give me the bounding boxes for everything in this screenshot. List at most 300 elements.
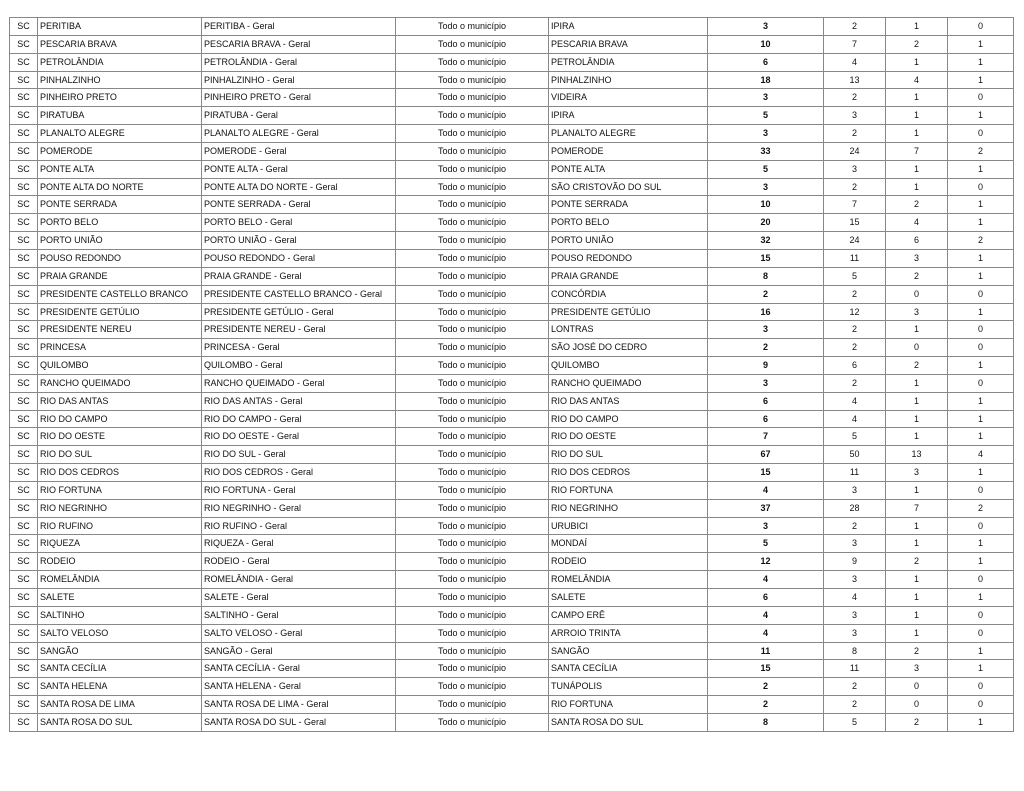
total-cell: 2 bbox=[708, 285, 824, 303]
value-b-cell: 3 bbox=[886, 249, 948, 267]
value-c-cell: 2 bbox=[948, 142, 1014, 160]
municipality-cell: PERITIBA bbox=[38, 18, 202, 36]
area-cell: SALTINHO - Geral bbox=[202, 606, 396, 624]
total-cell: 15 bbox=[708, 464, 824, 482]
value-b-cell: 2 bbox=[886, 642, 948, 660]
table-row bbox=[10, 392, 1014, 410]
value-c-cell: 2 bbox=[948, 499, 1014, 517]
state-cell: SC bbox=[10, 249, 38, 267]
municipality-cell: POMERODE bbox=[38, 142, 202, 160]
municipality-cell: PRESIDENTE CASTELLO BRANCO bbox=[38, 285, 202, 303]
value-c-cell: 0 bbox=[948, 18, 1014, 36]
coverage-cell: Todo o município bbox=[396, 178, 549, 196]
value-c-cell: 1 bbox=[948, 160, 1014, 178]
total-cell: 18 bbox=[708, 71, 824, 89]
state-cell: SC bbox=[10, 499, 38, 517]
area-cell: RIO DO SUL - Geral bbox=[202, 446, 396, 464]
value-c-cell: 0 bbox=[948, 321, 1014, 339]
table-body bbox=[10, 18, 1014, 732]
seat-cell: IPIRA bbox=[549, 18, 708, 36]
total-cell: 12 bbox=[708, 553, 824, 571]
total-cell: 15 bbox=[708, 249, 824, 267]
state-cell: SC bbox=[10, 321, 38, 339]
coverage-cell: Todo o município bbox=[396, 160, 549, 178]
total-cell: 8 bbox=[708, 713, 824, 731]
value-c-cell: 1 bbox=[948, 35, 1014, 53]
table-row bbox=[10, 339, 1014, 357]
seat-cell: PORTO UNIÃO bbox=[549, 232, 708, 250]
area-cell: PINHALZINHO - Geral bbox=[202, 71, 396, 89]
coverage-cell: Todo o município bbox=[396, 624, 549, 642]
state-cell: SC bbox=[10, 53, 38, 71]
value-a-cell: 6 bbox=[824, 357, 886, 375]
coverage-cell: Todo o município bbox=[396, 89, 549, 107]
table-row bbox=[10, 696, 1014, 714]
state-cell: SC bbox=[10, 624, 38, 642]
value-a-cell: 2 bbox=[824, 178, 886, 196]
value-b-cell: 1 bbox=[886, 606, 948, 624]
area-cell: QUILOMBO - Geral bbox=[202, 357, 396, 375]
coverage-cell: Todo o município bbox=[396, 660, 549, 678]
coverage-cell: Todo o município bbox=[396, 428, 549, 446]
value-c-cell: 1 bbox=[948, 249, 1014, 267]
total-cell: 6 bbox=[708, 589, 824, 607]
seat-cell: TUNÁPOLIS bbox=[549, 678, 708, 696]
table-row bbox=[10, 142, 1014, 160]
seat-cell: PESCARIA BRAVA bbox=[549, 35, 708, 53]
seat-cell: IPIRA bbox=[549, 107, 708, 125]
value-b-cell: 3 bbox=[886, 464, 948, 482]
municipality-cell: RIO FORTUNA bbox=[38, 481, 202, 499]
coverage-cell: Todo o município bbox=[396, 517, 549, 535]
total-cell: 20 bbox=[708, 214, 824, 232]
value-b-cell: 2 bbox=[886, 713, 948, 731]
total-cell: 3 bbox=[708, 18, 824, 36]
value-a-cell: 2 bbox=[824, 89, 886, 107]
municipality-cell: RODEIO bbox=[38, 553, 202, 571]
seat-cell: RIO DOS CEDROS bbox=[549, 464, 708, 482]
total-cell: 3 bbox=[708, 125, 824, 143]
value-c-cell: 1 bbox=[948, 392, 1014, 410]
coverage-cell: Todo o município bbox=[396, 125, 549, 143]
table-row bbox=[10, 660, 1014, 678]
total-cell: 6 bbox=[708, 392, 824, 410]
municipality-cell: PIRATUBA bbox=[38, 107, 202, 125]
value-a-cell: 4 bbox=[824, 53, 886, 71]
value-a-cell: 3 bbox=[824, 624, 886, 642]
municipality-cell: SANTA ROSA DO SUL bbox=[38, 713, 202, 731]
seat-cell: RIO NEGRINHO bbox=[549, 499, 708, 517]
value-c-cell: 0 bbox=[948, 517, 1014, 535]
table-row bbox=[10, 606, 1014, 624]
municipality-cell: ROMELÂNDIA bbox=[38, 571, 202, 589]
table-row bbox=[10, 125, 1014, 143]
area-cell: PINHEIRO PRETO - Geral bbox=[202, 89, 396, 107]
coverage-cell: Todo o município bbox=[396, 35, 549, 53]
table-row bbox=[10, 357, 1014, 375]
value-c-cell: 1 bbox=[948, 196, 1014, 214]
coverage-cell: Todo o município bbox=[396, 339, 549, 357]
seat-cell: SÃO JOSÉ DO CEDRO bbox=[549, 339, 708, 357]
seat-cell: PETROLÂNDIA bbox=[549, 53, 708, 71]
table-row bbox=[10, 410, 1014, 428]
value-a-cell: 3 bbox=[824, 535, 886, 553]
value-b-cell: 1 bbox=[886, 481, 948, 499]
value-b-cell: 0 bbox=[886, 678, 948, 696]
value-b-cell: 2 bbox=[886, 35, 948, 53]
coverage-cell: Todo o município bbox=[396, 410, 549, 428]
value-a-cell: 12 bbox=[824, 303, 886, 321]
table-row bbox=[10, 107, 1014, 125]
state-cell: SC bbox=[10, 267, 38, 285]
total-cell: 5 bbox=[708, 160, 824, 178]
value-c-cell: 1 bbox=[948, 53, 1014, 71]
value-c-cell: 0 bbox=[948, 89, 1014, 107]
seat-cell: SANTA ROSA DO SUL bbox=[549, 713, 708, 731]
seat-cell: PINHALZINHO bbox=[549, 71, 708, 89]
municipality-cell: PRESIDENTE GETÚLIO bbox=[38, 303, 202, 321]
table-row bbox=[10, 160, 1014, 178]
value-a-cell: 2 bbox=[824, 125, 886, 143]
seat-cell: PRESIDENTE GETÚLIO bbox=[549, 303, 708, 321]
value-c-cell: 0 bbox=[948, 624, 1014, 642]
value-c-cell: 1 bbox=[948, 660, 1014, 678]
value-b-cell: 1 bbox=[886, 392, 948, 410]
municipality-cell: PONTE ALTA bbox=[38, 160, 202, 178]
municipality-cell: SANTA HELENA bbox=[38, 678, 202, 696]
total-cell: 3 bbox=[708, 517, 824, 535]
table-row bbox=[10, 53, 1014, 71]
area-cell: POUSO REDONDO - Geral bbox=[202, 249, 396, 267]
table-row bbox=[10, 196, 1014, 214]
coverage-cell: Todo o município bbox=[396, 53, 549, 71]
area-cell: RIQUEZA - Geral bbox=[202, 535, 396, 553]
state-cell: SC bbox=[10, 285, 38, 303]
municipality-cell: RIO DO OESTE bbox=[38, 428, 202, 446]
value-a-cell: 2 bbox=[824, 18, 886, 36]
seat-cell: MONDAÍ bbox=[549, 535, 708, 553]
coverage-cell: Todo o município bbox=[396, 107, 549, 125]
value-a-cell: 3 bbox=[824, 481, 886, 499]
value-c-cell: 0 bbox=[948, 178, 1014, 196]
coverage-cell: Todo o município bbox=[396, 553, 549, 571]
state-cell: SC bbox=[10, 178, 38, 196]
total-cell: 16 bbox=[708, 303, 824, 321]
value-b-cell: 2 bbox=[886, 267, 948, 285]
area-cell: PRESIDENTE CASTELLO BRANCO - Geral bbox=[202, 285, 396, 303]
state-cell: SC bbox=[10, 446, 38, 464]
table-row bbox=[10, 71, 1014, 89]
state-cell: SC bbox=[10, 125, 38, 143]
table-row bbox=[10, 249, 1014, 267]
municipality-cell: PLANALTO ALEGRE bbox=[38, 125, 202, 143]
table-row bbox=[10, 624, 1014, 642]
seat-cell: PONTE SERRADA bbox=[549, 196, 708, 214]
area-cell: PERITIBA - Geral bbox=[202, 18, 396, 36]
state-cell: SC bbox=[10, 232, 38, 250]
municipality-cell: RIO RUFINO bbox=[38, 517, 202, 535]
state-cell: SC bbox=[10, 374, 38, 392]
municipality-cell: PORTO UNIÃO bbox=[38, 232, 202, 250]
value-c-cell: 0 bbox=[948, 571, 1014, 589]
value-c-cell: 1 bbox=[948, 71, 1014, 89]
total-cell: 4 bbox=[708, 481, 824, 499]
value-a-cell: 11 bbox=[824, 249, 886, 267]
state-cell: SC bbox=[10, 392, 38, 410]
table-row bbox=[10, 89, 1014, 107]
municipality-cell: PESCARIA BRAVA bbox=[38, 35, 202, 53]
value-c-cell: 1 bbox=[948, 303, 1014, 321]
state-cell: SC bbox=[10, 428, 38, 446]
table-row bbox=[10, 232, 1014, 250]
area-cell: PONTE ALTA DO NORTE - Geral bbox=[202, 178, 396, 196]
area-cell: SANGÃO - Geral bbox=[202, 642, 396, 660]
total-cell: 32 bbox=[708, 232, 824, 250]
table-row bbox=[10, 678, 1014, 696]
total-cell: 4 bbox=[708, 624, 824, 642]
value-b-cell: 1 bbox=[886, 89, 948, 107]
area-cell: SANTA ROSA DO SUL - Geral bbox=[202, 713, 396, 731]
municipality-cell: SALETE bbox=[38, 589, 202, 607]
state-cell: SC bbox=[10, 71, 38, 89]
municipality-cell: RIO DO SUL bbox=[38, 446, 202, 464]
state-cell: SC bbox=[10, 464, 38, 482]
value-a-cell: 50 bbox=[824, 446, 886, 464]
value-a-cell: 28 bbox=[824, 499, 886, 517]
value-a-cell: 2 bbox=[824, 321, 886, 339]
coverage-cell: Todo o município bbox=[396, 589, 549, 607]
table-row bbox=[10, 713, 1014, 731]
municipality-cell: PINHEIRO PRETO bbox=[38, 89, 202, 107]
area-cell: SANTA HELENA - Geral bbox=[202, 678, 396, 696]
value-b-cell: 1 bbox=[886, 107, 948, 125]
value-a-cell: 11 bbox=[824, 660, 886, 678]
value-c-cell: 1 bbox=[948, 428, 1014, 446]
table-row bbox=[10, 464, 1014, 482]
state-cell: SC bbox=[10, 214, 38, 232]
municipality-cell: POUSO REDONDO bbox=[38, 249, 202, 267]
total-cell: 3 bbox=[708, 178, 824, 196]
state-cell: SC bbox=[10, 357, 38, 375]
municipality-cell: RIO DAS ANTAS bbox=[38, 392, 202, 410]
area-cell: RIO DO CAMPO - Geral bbox=[202, 410, 396, 428]
value-b-cell: 1 bbox=[886, 178, 948, 196]
value-c-cell: 1 bbox=[948, 267, 1014, 285]
municipality-cell: RIO DO CAMPO bbox=[38, 410, 202, 428]
table-row bbox=[10, 642, 1014, 660]
value-a-cell: 3 bbox=[824, 160, 886, 178]
value-a-cell: 13 bbox=[824, 71, 886, 89]
coverage-cell: Todo o município bbox=[396, 196, 549, 214]
area-cell: RIO DAS ANTAS - Geral bbox=[202, 392, 396, 410]
seat-cell: SANTA CECÍLIA bbox=[549, 660, 708, 678]
value-b-cell: 1 bbox=[886, 517, 948, 535]
seat-cell: URUBICI bbox=[549, 517, 708, 535]
state-cell: SC bbox=[10, 481, 38, 499]
state-cell: SC bbox=[10, 517, 38, 535]
table-row bbox=[10, 589, 1014, 607]
area-cell: SANTA ROSA DE LIMA - Geral bbox=[202, 696, 396, 714]
value-a-cell: 15 bbox=[824, 214, 886, 232]
municipality-cell: SANTA ROSA DE LIMA bbox=[38, 696, 202, 714]
total-cell: 5 bbox=[708, 535, 824, 553]
table-row bbox=[10, 214, 1014, 232]
seat-cell: CAMPO ERÊ bbox=[549, 606, 708, 624]
seat-cell: PRAIA GRANDE bbox=[549, 267, 708, 285]
municipality-cell: PONTE ALTA DO NORTE bbox=[38, 178, 202, 196]
value-b-cell: 4 bbox=[886, 71, 948, 89]
coverage-cell: Todo o município bbox=[396, 357, 549, 375]
total-cell: 15 bbox=[708, 660, 824, 678]
value-c-cell: 0 bbox=[948, 678, 1014, 696]
total-cell: 9 bbox=[708, 357, 824, 375]
seat-cell: ROMELÂNDIA bbox=[549, 571, 708, 589]
municipality-cell: SALTO VELOSO bbox=[38, 624, 202, 642]
seat-cell: CONCÓRDIA bbox=[549, 285, 708, 303]
seat-cell: RANCHO QUEIMADO bbox=[549, 374, 708, 392]
area-cell: POMERODE - Geral bbox=[202, 142, 396, 160]
coverage-cell: Todo o município bbox=[396, 606, 549, 624]
value-a-cell: 7 bbox=[824, 35, 886, 53]
total-cell: 7 bbox=[708, 428, 824, 446]
coverage-cell: Todo o município bbox=[396, 71, 549, 89]
coverage-cell: Todo o município bbox=[396, 392, 549, 410]
seat-cell: RIO DO OESTE bbox=[549, 428, 708, 446]
table-row bbox=[10, 303, 1014, 321]
value-a-cell: 8 bbox=[824, 642, 886, 660]
area-cell: PIRATUBA - Geral bbox=[202, 107, 396, 125]
value-c-cell: 0 bbox=[948, 374, 1014, 392]
coverage-cell: Todo o município bbox=[396, 374, 549, 392]
state-cell: SC bbox=[10, 142, 38, 160]
value-c-cell: 0 bbox=[948, 285, 1014, 303]
value-b-cell: 1 bbox=[886, 571, 948, 589]
value-a-cell: 2 bbox=[824, 678, 886, 696]
total-cell: 10 bbox=[708, 196, 824, 214]
seat-cell: PLANALTO ALEGRE bbox=[549, 125, 708, 143]
value-b-cell: 1 bbox=[886, 53, 948, 71]
total-cell: 33 bbox=[708, 142, 824, 160]
state-cell: SC bbox=[10, 196, 38, 214]
table-row bbox=[10, 517, 1014, 535]
coverage-cell: Todo o município bbox=[396, 142, 549, 160]
total-cell: 4 bbox=[708, 606, 824, 624]
table-row bbox=[10, 178, 1014, 196]
table-row bbox=[10, 571, 1014, 589]
area-cell: RODEIO - Geral bbox=[202, 553, 396, 571]
municipality-cell: SALTINHO bbox=[38, 606, 202, 624]
value-b-cell: 0 bbox=[886, 696, 948, 714]
table-row bbox=[10, 535, 1014, 553]
area-cell: PRINCESA - Geral bbox=[202, 339, 396, 357]
value-b-cell: 1 bbox=[886, 125, 948, 143]
area-cell: PONTE ALTA - Geral bbox=[202, 160, 396, 178]
seat-cell: PORTO BELO bbox=[549, 214, 708, 232]
coverage-cell: Todo o município bbox=[396, 481, 549, 499]
value-b-cell: 1 bbox=[886, 589, 948, 607]
municipality-cell: RANCHO QUEIMADO bbox=[38, 374, 202, 392]
value-b-cell: 1 bbox=[886, 428, 948, 446]
value-a-cell: 24 bbox=[824, 142, 886, 160]
coverage-cell: Todo o município bbox=[396, 285, 549, 303]
total-cell: 37 bbox=[708, 499, 824, 517]
coverage-cell: Todo o município bbox=[396, 267, 549, 285]
value-c-cell: 1 bbox=[948, 214, 1014, 232]
value-b-cell: 1 bbox=[886, 18, 948, 36]
municipality-cell: RIO DOS CEDROS bbox=[38, 464, 202, 482]
coverage-cell: Todo o município bbox=[396, 446, 549, 464]
seat-cell: SALETE bbox=[549, 589, 708, 607]
state-cell: SC bbox=[10, 660, 38, 678]
municipality-cell: SANGÃO bbox=[38, 642, 202, 660]
value-a-cell: 5 bbox=[824, 428, 886, 446]
value-a-cell: 2 bbox=[824, 374, 886, 392]
coverage-cell: Todo o município bbox=[396, 571, 549, 589]
table-row bbox=[10, 446, 1014, 464]
municipality-cell: RIO NEGRINHO bbox=[38, 499, 202, 517]
value-a-cell: 4 bbox=[824, 589, 886, 607]
state-cell: SC bbox=[10, 696, 38, 714]
area-cell: SALETE - Geral bbox=[202, 589, 396, 607]
value-a-cell: 3 bbox=[824, 606, 886, 624]
value-a-cell: 5 bbox=[824, 267, 886, 285]
value-c-cell: 1 bbox=[948, 535, 1014, 553]
state-cell: SC bbox=[10, 678, 38, 696]
seat-cell: QUILOMBO bbox=[549, 357, 708, 375]
value-a-cell: 7 bbox=[824, 196, 886, 214]
total-cell: 2 bbox=[708, 678, 824, 696]
value-a-cell: 2 bbox=[824, 517, 886, 535]
state-cell: SC bbox=[10, 642, 38, 660]
coverage-cell: Todo o município bbox=[396, 642, 549, 660]
value-a-cell: 24 bbox=[824, 232, 886, 250]
state-cell: SC bbox=[10, 589, 38, 607]
table-row bbox=[10, 374, 1014, 392]
area-cell: SALTO VELOSO - Geral bbox=[202, 624, 396, 642]
state-cell: SC bbox=[10, 89, 38, 107]
coverage-cell: Todo o município bbox=[396, 232, 549, 250]
table-row bbox=[10, 321, 1014, 339]
state-cell: SC bbox=[10, 303, 38, 321]
seat-cell: RIO DAS ANTAS bbox=[549, 392, 708, 410]
seat-cell: POUSO REDONDO bbox=[549, 249, 708, 267]
municipality-cell: PRAIA GRANDE bbox=[38, 267, 202, 285]
value-a-cell: 9 bbox=[824, 553, 886, 571]
value-b-cell: 1 bbox=[886, 374, 948, 392]
area-cell: SANTA CECÍLIA - Geral bbox=[202, 660, 396, 678]
seat-cell: SANGÃO bbox=[549, 642, 708, 660]
area-cell: PORTO UNIÃO - Geral bbox=[202, 232, 396, 250]
value-b-cell: 13 bbox=[886, 446, 948, 464]
value-c-cell: 0 bbox=[948, 125, 1014, 143]
total-cell: 6 bbox=[708, 410, 824, 428]
area-cell: PRAIA GRANDE - Geral bbox=[202, 267, 396, 285]
value-b-cell: 1 bbox=[886, 624, 948, 642]
seat-cell: SÃO CRISTOVÃO DO SUL bbox=[549, 178, 708, 196]
value-c-cell: 0 bbox=[948, 606, 1014, 624]
area-cell: RIO RUFINO - Geral bbox=[202, 517, 396, 535]
state-cell: SC bbox=[10, 35, 38, 53]
value-b-cell: 1 bbox=[886, 410, 948, 428]
coverage-cell: Todo o município bbox=[396, 464, 549, 482]
area-cell: RIO DOS CEDROS - Geral bbox=[202, 464, 396, 482]
seat-cell: RIO FORTUNA bbox=[549, 481, 708, 499]
municipality-cell: SANTA CECÍLIA bbox=[38, 660, 202, 678]
value-b-cell: 2 bbox=[886, 196, 948, 214]
seat-cell: RIO DO SUL bbox=[549, 446, 708, 464]
value-c-cell: 1 bbox=[948, 464, 1014, 482]
total-cell: 3 bbox=[708, 89, 824, 107]
